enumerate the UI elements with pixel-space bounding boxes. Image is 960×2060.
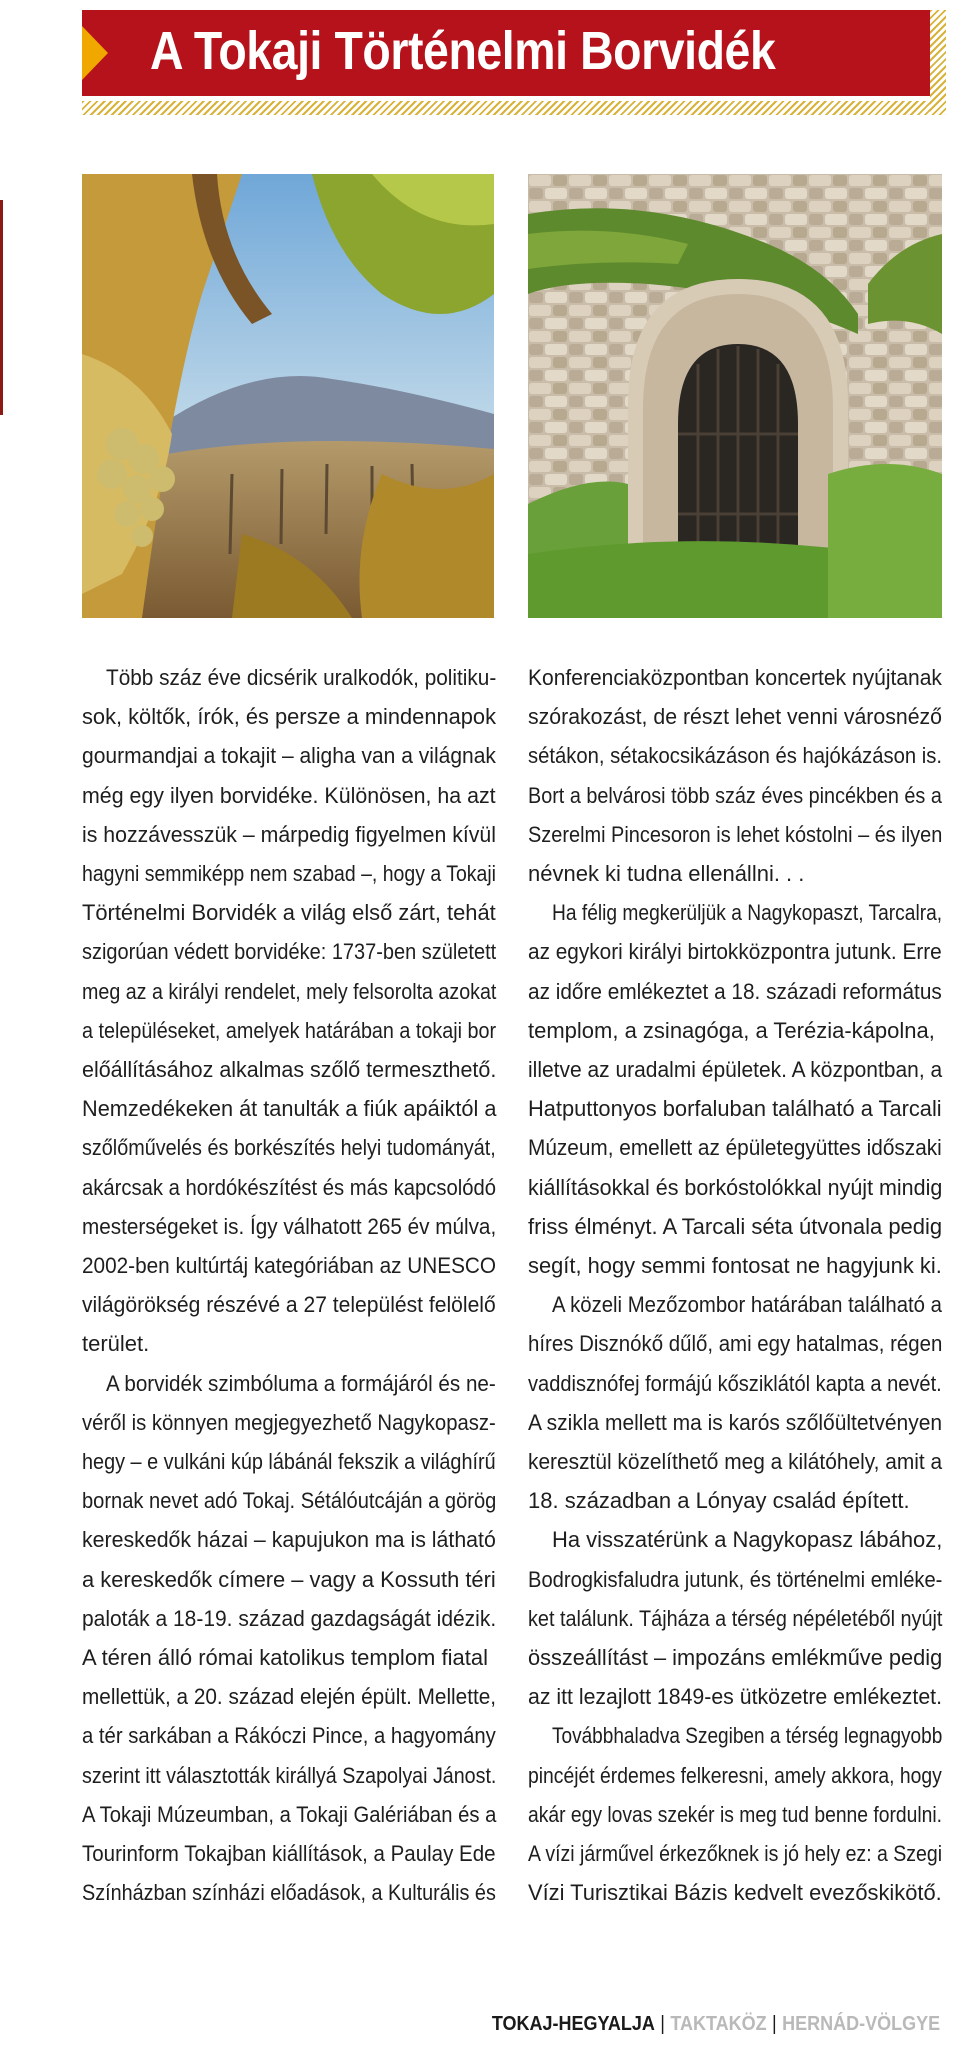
paragraph-szegi xyxy=(528,1716,942,1912)
paragraph-tokaj-cont xyxy=(528,658,942,893)
text-line: akárcsak a hordókészítést és más kapcsolódó xyxy=(82,1174,497,1200)
text-line: előállításához alkalmas szőlő termeszthető. xyxy=(82,1057,497,1083)
text-line: Bort a belvárosi több száz éves pincékben és a xyxy=(528,782,942,808)
text-line: véről is könnyen megjegyezhető Nagykopasz- xyxy=(82,1409,496,1435)
text-line: a településeket, amelyek határában a tokaji bor xyxy=(82,1017,497,1043)
text-line: a kereskedők címere – vagy a Kossuth téri xyxy=(82,1566,496,1592)
text-line: illetve az uradalmi épületek. A központban, a xyxy=(528,1057,943,1083)
text-line: Konferenciaközpontban koncertek nyújtanak xyxy=(528,665,942,690)
text-line: paloták a 18-19. század gazdagságát idézik. xyxy=(82,1605,497,1631)
text-line: sétákon, sétakocsikázáson és hajókázáson is. xyxy=(528,743,943,769)
text-line: sok, költők, írók, és persze a mindennapok xyxy=(82,704,496,730)
text-line: névnek ki tudna ellenállni. . . xyxy=(528,861,805,887)
text-line: friss élményt. A Tarcali séta útvonala pedig xyxy=(528,1213,943,1239)
text-line: híres Disznókő dűlő, ami egy hatalmas, régen xyxy=(528,1331,943,1357)
footer-separator: | xyxy=(660,2013,665,2035)
text-line: pincéjét érdemes felkeresni, amely akkora, hogy xyxy=(528,1762,942,1788)
text-line: segít, hogy semmi fontosat ne hagyjunk ki. xyxy=(528,1253,942,1279)
text-line: még egy ilyen borvidéke. Különösen, ha azt xyxy=(82,782,496,808)
text-line: hagyni semmiképp nem szabad –, hogy a Tokaji xyxy=(82,861,496,887)
title-arrow-icon xyxy=(82,26,108,80)
text-line: szórakozást, de részt lehet venni városnéző xyxy=(528,704,943,730)
vineyard-photo xyxy=(82,174,494,618)
text-line: Ha félig megkerüljük a Nagykopaszt, Tarcalra, xyxy=(552,900,943,926)
page-title: A Tokaji Történelmi Borvidék xyxy=(150,21,776,81)
text-line: kereskedők házai – kapujukon ma is látható xyxy=(82,1527,496,1553)
text-line: a tér sarkában a Rákóczi Pince, a hagyomány xyxy=(82,1723,496,1749)
right-text-column xyxy=(528,658,942,1913)
paragraph-tokaj xyxy=(82,1364,496,1913)
text-line: A téren álló római katolikus templom fiatal xyxy=(82,1645,488,1671)
text-line: Több száz éve dicsérik uralkodók, politiku- xyxy=(106,665,497,690)
text-line: A borvidék szimbóluma a formájáról és ne- xyxy=(106,1370,496,1396)
text-line: szőlőművelés és borkészítés helyi tudományát, xyxy=(82,1135,496,1161)
text-line: terület. xyxy=(82,1331,150,1357)
wine-cellar-photo xyxy=(528,174,942,618)
text-line: vaddisznófej formájú kősziklától kapta a nevét. xyxy=(528,1370,942,1396)
paragraph-bodrogkisfalud xyxy=(528,1520,942,1716)
text-line: Színházban színházi előadások, a Kulturális és xyxy=(82,1880,496,1906)
text-line: 2002-ben kultúrtáj kategóriában az UNESCO xyxy=(82,1253,497,1279)
text-line: az itt lezajlott 1849-es ütközetre emlékeztet. xyxy=(528,1684,943,1710)
text-line: mellettük, a 20. század elején épült. Mellette, xyxy=(82,1684,497,1710)
title-stripe-decoration xyxy=(82,101,946,115)
text-line: Továbbhaladva Szegiben a térség legnagyobb xyxy=(552,1723,943,1749)
text-line: 18. században a Lónyay család épített. xyxy=(528,1488,910,1514)
text-line: Hatputtonyos borfaluban található a Tarcali xyxy=(528,1096,942,1122)
footer-region-hernad-volgye: HERNÁD-VÖLGYE xyxy=(781,2013,940,2035)
left-text-column xyxy=(82,658,496,1913)
page-edge-marker xyxy=(0,200,3,415)
text-line: Múzeum, emellett az épületegyüttes időszaki xyxy=(528,1135,942,1161)
text-line: szigorúan védett borvidéke: 1737-ben született xyxy=(82,939,497,965)
text-line: Ha visszatérünk a Nagykopasz lábához, xyxy=(552,1527,943,1553)
text-line: akár egy lovas szekér is meg tud benne fordulni. xyxy=(528,1801,943,1827)
region-footer xyxy=(492,2010,940,2038)
text-line: mesterségeket is. Így válhatott 265 év múlva, xyxy=(82,1213,497,1239)
text-line: az időre emlékeztet a 18. századi református xyxy=(528,978,942,1004)
text-line: is hozzávesszük – márpedig figyelmen kívül xyxy=(82,821,496,847)
paragraph-mezozombor xyxy=(528,1285,942,1520)
text-line: hegy – e vulkáni kúp lábánál fekszik a világhírű xyxy=(82,1449,496,1475)
text-line: A vízi járművel érkezőknek is jó hely ez: a Szegi xyxy=(528,1841,943,1867)
text-line: az egykori királyi birtokközpontra jutunk. Erre xyxy=(528,939,942,965)
text-line: Szerelmi Pincesoron is lehet kóstolni – és ilyen xyxy=(528,821,943,847)
text-line: A közeli Mezőzombor határában található a xyxy=(552,1292,942,1318)
text-line: meg az a királyi rendelet, mely felsorolta azokat xyxy=(82,978,497,1004)
text-line: A Tokaji Múzeumban, a Tokaji Galériában és a xyxy=(82,1801,497,1827)
footer-region-taktakoz: TAKTAKÖZ xyxy=(670,2013,767,2035)
text-line: templom, a zsinagóga, a Terézia-kápolna, xyxy=(528,1017,935,1043)
text-line: Vízi Turisztikai Bázis kedvelt evezőskikötő. xyxy=(528,1880,942,1906)
text-line: szerint itt választották királlyá Szapolyai Jánost. xyxy=(82,1762,497,1788)
text-line: világörökség részévé a 27 települést felölelő xyxy=(82,1292,496,1318)
text-line: gourmandjai a tokajit – aligha van a világnak xyxy=(82,743,496,769)
text-line: Bodrogkisfaludra jutunk, és történelmi emléke- xyxy=(528,1566,943,1592)
text-line: Nemzedékeken át tanulták a fiúk apáiktól a xyxy=(82,1096,497,1122)
text-line: Tourinform Tokajban kiállítások, a Paulay Ede xyxy=(82,1841,496,1867)
text-line: összeállítást – impozáns emlékműve pedig xyxy=(528,1645,943,1671)
paragraph-tarcal xyxy=(528,893,942,1285)
text-line: bornak nevet adó Tokaj. Sétálóutcáján a görög xyxy=(82,1488,497,1514)
paragraph-history xyxy=(82,658,496,1364)
text-line: Történelmi Borvidék a világ első zárt, tehát xyxy=(82,900,496,926)
text-line: A szikla mellett ma is karós szőlőültetvényen xyxy=(528,1409,943,1435)
text-line: kiállításokkal és borkóstolókkal nyújt mindig xyxy=(528,1174,943,1200)
title-stripe-decoration-side xyxy=(930,10,946,115)
footer-separator: | xyxy=(771,2013,777,2035)
text-line: keresztül közelíthető meg a kilátóhely, amit a xyxy=(528,1449,943,1475)
text-line: ket találunk. Tájháza a térség népéletéből nyújt xyxy=(528,1605,943,1631)
footer-region-tokaj-hegyalja: TOKAJ-HEGYALJA xyxy=(491,2013,655,2035)
